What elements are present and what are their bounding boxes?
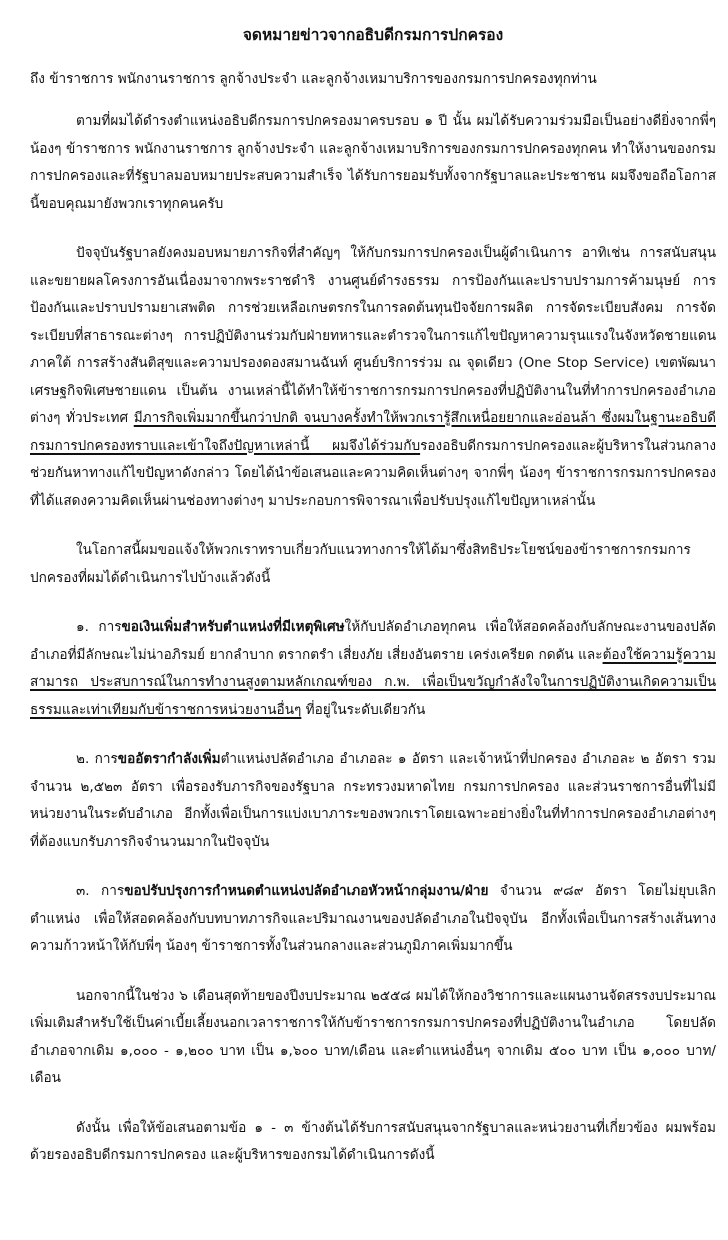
paragraph-conclusion: ดังนั้น เพื่อให้ข้อเสนอตามข้อ ๑ - ๓ ข้างต้นได้รับการสนับสนุนจากรัฐบาลและหน่วยงานที่เกี่ยวข้อง ผมพร้อมด้วยรองอธิบดีกรมการปกครอง และผู้บริหารของกรมได้ดำเนินการดังนี้: [30, 1119, 716, 1163]
item-3-heading: ขอปรับปรุงการกำหนดตำแหน่งปลัดอำเภอหัวหน้ากลุ่มงาน/ฝ่าย: [124, 883, 489, 899]
paragraph-missions: [30, 240, 716, 515]
paragraph-overtime-budget: นอกจากนี้ในช่วง ๖ เดือนสุดท้ายของปีงบประมาณ ๒๕๕๘ ผมได้ให้กองวิชาการและแผนงานจัดสรรงบประมาณเพิ่มเติมสำหรับใช้เป็นค่าเบี้ยเลี้ยงนอกเวลาราชการให้กับข้าราชการกรมการปกครองที่ปฏิบัติงานในอำเภอ โดยปลัดอำเภอจากเดิม ๑,๐๐๐ - ๑,๒๐๐ บาท เป็น ๑,๖๐๐ บาท/เดือน และตำแหน่งอื่นๆ จากเดิม ๕๐๐ บาท เป็น ๑,๐๐๐ บาท/เดือน: [30, 987, 716, 1086]
item-3-text: จำนวน ๙๘๙ อัตรา โดยไม่ยุบเลิกตำแหน่ง เพื่อให้สอดคล้องกับบทบาทภารกิจและปริมาณงานของปลัดอำเภอในปัจจุบัน อีกทั้งเพื่อเป็นการสร้างเส้นทางความก้าวหน้าให้กับพี่ๆ น้องๆ ข้าราชการทั้งในส่วนกลางและส่วนภูมิภาคเพิ่มมากขึ้น: [30, 883, 716, 954]
item-2-text: ตำแหน่งปลัดอำเภอ อำเภอละ ๑ อัตรา และเจ้าหน้าที่ปกครอง อำเภอละ ๒ อัตรา รวมจำนวน ๒,๕๒๓ อัตรา เพื่อรองรับภารกิจของรัฐบาล กระทรวงมหาดไทย กรมการปกครอง และส่วนราชการอื่นที่ไม่มีหน่วยงานในระดับอำเภอ อีกทั้งเพื่อเป็นการแบ่งเบาภาระของพวกเราโดยเฉพาะอย่างยิ่งในที่ทำการปกครองอำเภอต่างๆ ที่ต้องแบกรับภารกิจจำนวนมากในปัจจุบัน: [30, 751, 716, 850]
missions-text: ปัจจุบันรัฐบาลยังคงมอบหมายภารกิจที่สำคัญๆ ให้กับกรมการปกครองเป็นผู้ดำเนินการ อาทิเช่น การสนับสนุนและขยายผลโครงการอันเนื่องมาจากพระราชดำริ งานศูนย์ดำรงธรรม การป้องกันและปราบปรามการค้ามนุษย์ การป้องกันและปราบปรามยาเสพติด การช่วยเหลือเกษตรกรในการลดต้นทุนปัจจัยการผลิต การจัดระเบียบสังคม การจัดระเบียบที่สาธารณะต่างๆ การปฏิบัติงานร่วมกับฝ่ายทหารและตำรวจในการแก้ไขปัญหาความรุนแรงในจังหวัดชายแดนภาคใต้ การสร้างสันติสุขและความปรองดองสมานฉันท์ ศูนย์บริการร่วม ณ จุดเดียว (One Stop Service) เขตพัฒนาเศรษฐกิจพิเศษชายแดน เป็นต้น งานเหล่านี้ได้ทำให้ข้าราชการกรมการปกครองที่ปฏิบัติงานในที่ทำการปกครองอำเภอต่างๆ ทั่วประเทศ: [30, 245, 716, 426]
item-1-heading: ขอเงินเพิ่มสำหรับตำแหน่งที่มีเหตุพิเศษ: [121, 619, 345, 635]
paragraph-benefits-intro: ในโอกาสนี้ผมขอแจ้งให้พวกเราทราบเกี่ยวกับแนวทางการให้ได้มาซึ่งสิทธิประโยชน์ของข้าราชการกรมการปกครองที่ผมได้ดำเนินการไปบ้างแล้วดังนี้: [30, 542, 691, 586]
missions-underlined-text: มีภารกิจเพิ่มมากขึ้นกว่าปกติ จนบางครั้งทำให้พวกเรารู้สึกเหนื่อยยากและอ่อนล้า ซึ่งผมในฐานะอธิบดีกรมการปกครองทราบและเข้าใจถึงปัญหาเหล่านี้ ผมจึงได้ร่วมกับ: [30, 410, 716, 454]
item-special-allowance: [30, 614, 716, 724]
item-2-heading: ขออัตรากำลังเพิ่ม: [117, 751, 221, 767]
letter-title: จดหมายข่าวจากอธิบดีกรมการปกครอง: [242, 26, 504, 44]
item-2-number: ๒. การ: [76, 751, 118, 767]
item-1-underlined-text: ต้องใช้ความรู้ความสามารถ ประสบการณ์ในการทำงานสูงตามหลักเกณฑ์ของ ก.พ. เพื่อเป็นขวัญกำลังใจในการปฏิบัติงานเกิดความเป็นธรรมและเท่าเทียมกับข้าราชการหน่วยงานอื่นๆ: [30, 646, 716, 718]
item-additional-positions: [30, 746, 716, 856]
greeting-line: ถึง ข้าราชการ พนักงานราชการ ลูกจ้างประจำ และลูกจ้างเหมาบริการของกรมการปกครองทุกท่าน: [30, 71, 597, 87]
paragraph-gratitude: ตามที่ผมได้ดำรงตำแหน่งอธิบดีกรมการปกครองมาครบรอบ ๑ ปี นั้น ผมได้รับความร่วมมือเป็นอย่างดียิ่งจากพี่ๆ น้องๆ ข้าราชการ พนักงานราชการ ลูกจ้างประจำ และลูกจ้างเหมาบริการของกรมการปกครองทุกคน ทำให้งานของกรมการปกครองและที่รัฐบาลมอบหมายประสบความสำเร็จ ได้รับการยอมรับทั้งจากรัฐบาลและประชาชน ผมจึงขอถือโอกาสนี้ขอบคุณมายังพวกเราทุกคนครับ: [30, 113, 716, 212]
item-position-restructure: [30, 878, 716, 961]
item-1-tail: ที่อยู่ในระดับเดียวกัน: [301, 701, 426, 718]
item-3-number: ๓. การ: [76, 883, 125, 899]
missions-followup-text: รองอธิบดีกรมการปกครองและผู้บริหารในส่วนกลางช่วยกันหาทางแก้ไขปัญหาดังกล่าว โดยได้นำข้อเสนอและความคิดเห็นต่างๆ จากพี่ๆ น้องๆ ข้าราชการกรมการปกครองที่ได้แสดงความคิดเห็นผ่านช่องทางต่างๆ มาประกอบการพิจารณาเพื่อปรับปรุงแก้ไขปัญหาเหล่านั้น: [30, 437, 716, 509]
item-1-number: ๑. การ: [76, 619, 122, 635]
item-1-text: ให้กับปลัดอำเภอทุกคน เพื่อให้สอดคล้องกับลักษณะงานของปลัดอำเภอที่มีลักษณะไม่น่าอภิรมย์ ยากลำบาก ตรากตรำ เสี่ยงภัย เสี่ยงอันตราย เคร่งเครียด กดดัน และ: [30, 619, 716, 663]
